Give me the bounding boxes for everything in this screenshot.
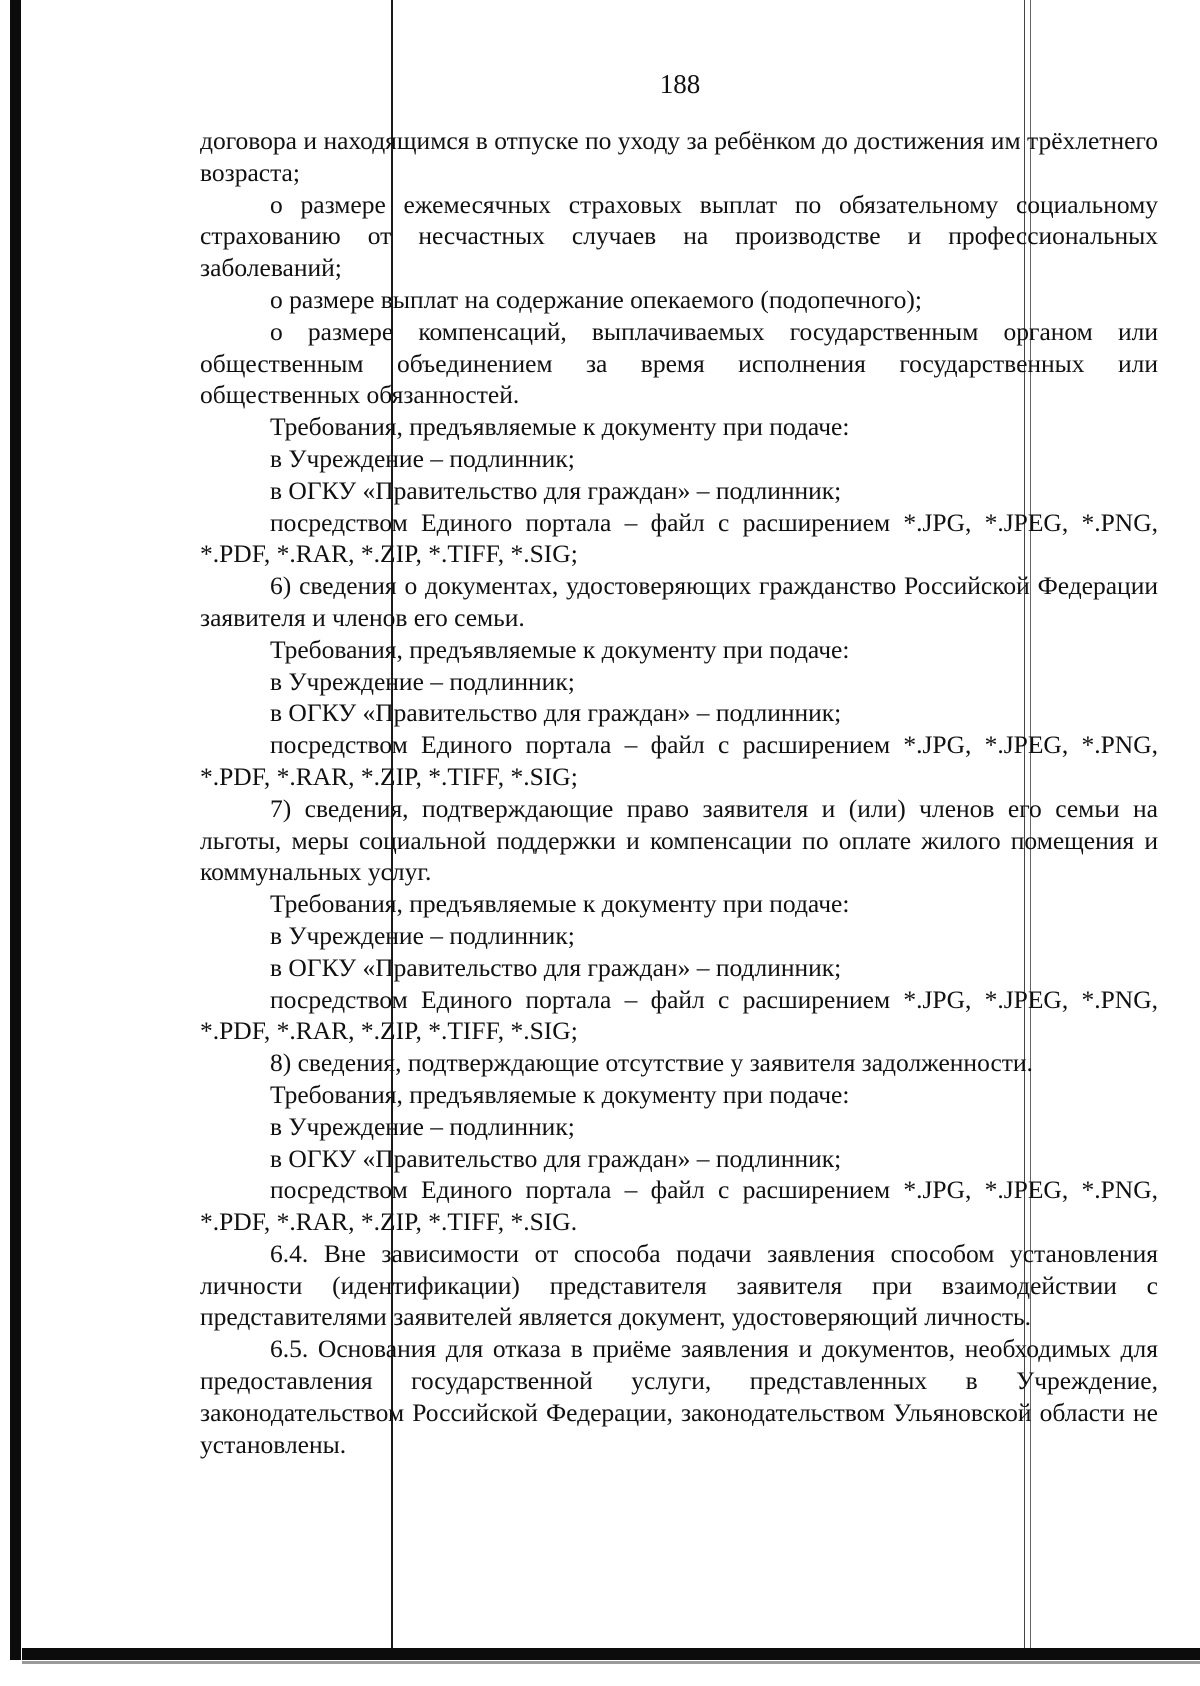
paragraph: Требования, предъявляемые к документу при подаче: bbox=[270, 634, 850, 664]
document-body bbox=[200, 125, 1158, 1460]
paragraph: о размере ежемесячных страховых выплат по обязательному социальному страхованию от несчастных случаев на производстве и профессиональных заболеваний; bbox=[200, 189, 1158, 283]
paragraph: в Учреждение – подлинник; bbox=[270, 920, 575, 950]
paragraph: в Учреждение – подлинник; bbox=[270, 666, 575, 696]
paragraph: 6.4. Вне зависимости от способа подачи заявления способом установления личности (идентификации) представителя заявителя при взаимодействии с представителями заявителей является документ, удостоверяющий личность. bbox=[200, 1238, 1158, 1332]
paragraph: посредством Единого портала – файл с расширением *.JPG, *.JPEG, *.PNG, *.PDF, *.RAR, *.ZIP, *.TIFF, *.SIG; bbox=[200, 984, 1158, 1046]
paragraph: посредством Единого портала – файл с расширением *.JPG, *.JPEG, *.PNG, *.PDF, *.RAR, *.ZIP, *.TIFF, *.SIG. bbox=[200, 1175, 1158, 1237]
paragraph: в ОГКУ «Правительство для граждан» – подлинник; bbox=[270, 698, 842, 728]
paragraph: Требования, предъявляемые к документу при подаче: bbox=[270, 1079, 850, 1109]
scan-edge-bottom bbox=[22, 1648, 1200, 1660]
paragraph: 8) сведения, подтверждающие отсутствие у заявителя задолженности. bbox=[270, 1048, 1033, 1078]
paragraph: о размере выплат на содержание опекаемого (подопечного); bbox=[270, 284, 922, 314]
paragraph: о размере компенсаций, выплачиваемых государственным органом или общественным объединением за время исполнения государственных или общественных обязанностей. bbox=[200, 316, 1158, 410]
page-number: 188 bbox=[659, 69, 701, 99]
paragraph: в ОГКУ «Правительство для граждан» – подлинник; bbox=[270, 1143, 842, 1173]
paragraph: 6) сведения о документах, удостоверяющих гражданство Российской Федерации заявителя и членов его семьи. bbox=[200, 571, 1158, 632]
paragraph: Требования, предъявляемые к документу при подаче: bbox=[270, 889, 850, 919]
paragraph: 6.5. Основания для отказа в приёме заявления и документов, необходимых для предоставления государственной услуги, представленных в Учреждение, законодательством Российской Федерации, законодательством Ульяновской области не установлены. bbox=[200, 1334, 1158, 1459]
scan-edge-left bbox=[10, 0, 21, 1660]
paragraph: в ОГКУ «Правительство для граждан» – подлинник; bbox=[270, 475, 842, 505]
paragraph: посредством Единого портала – файл с расширением *.JPG, *.JPEG, *.PNG, *.PDF, *.RAR, *.ZIP, *.TIFF, *.SIG; bbox=[200, 730, 1158, 791]
paragraph: 7) сведения, подтверждающие право заявителя и (или) членов его семьи на льготы, меры социальной поддержки и компенсации по оплате жилого помещения и коммунальных услуг. bbox=[200, 793, 1158, 887]
scan-edge-bottom-shadow bbox=[22, 1661, 1200, 1664]
paragraph: в ОГКУ «Правительство для граждан» – подлинник; bbox=[270, 952, 842, 982]
paragraph: договора и находящимся в отпуске по уходу за ребёнком до достижения им трёхлетнего возраста; bbox=[200, 126, 1158, 187]
paragraph: посредством Единого портала – файл с расширением *.JPG, *.JPEG, *.PNG, *.PDF, *.RAR, *.ZIP, *.TIFF, *.SIG; bbox=[200, 507, 1158, 569]
paragraph: в Учреждение – подлинник; bbox=[270, 443, 575, 473]
paragraph: Требования, предъявляемые к документу при подаче: bbox=[270, 412, 850, 442]
paragraph: в Учреждение – подлинник; bbox=[270, 1111, 575, 1141]
